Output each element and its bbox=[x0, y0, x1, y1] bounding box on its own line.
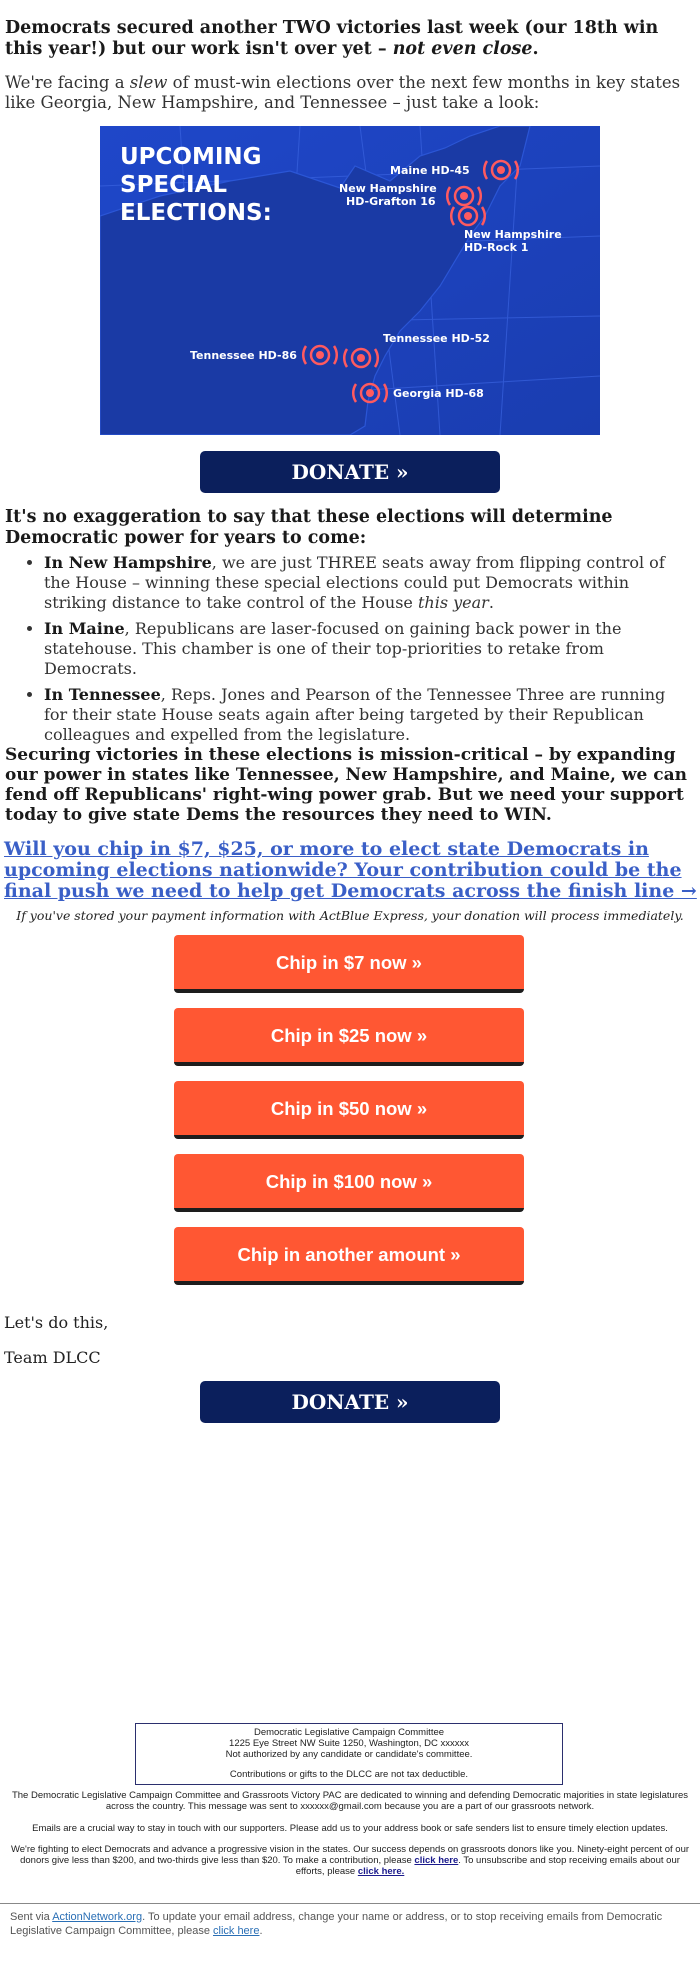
lead-paragraph bbox=[0, 18, 700, 60]
chip-25-button[interactable]: Chip in $25 now » bbox=[174, 1008, 524, 1066]
lead-emphasis: not even close bbox=[392, 39, 533, 59]
lead-end: . bbox=[532, 39, 539, 59]
special-elections-map bbox=[100, 126, 600, 435]
bullet-text: , we are just THREE seats away from flipping control of the House – winning these special elections could put Democrats within striking distance to take control of the House bbox=[44, 553, 665, 612]
update-preferences-link[interactable]: click here bbox=[213, 1925, 260, 1937]
bullet-lead: In New Hampshire bbox=[44, 553, 212, 572]
bullet-lead: In Tennessee bbox=[44, 685, 161, 704]
actionnetwork-link[interactable]: ActionNetwork.org bbox=[52, 1911, 143, 1923]
unsubscribe-link[interactable]: click here. bbox=[357, 1866, 405, 1877]
signoff-line: Let's do this, bbox=[4, 1313, 109, 1332]
sent-text-end: . bbox=[259, 1925, 263, 1937]
sent-text-2: . To update your email address, change your name or address, or to stop receiving emails from Democratic Legislative Campaign Committee, please bbox=[10, 1911, 663, 1937]
footer-donors-note bbox=[0, 1844, 700, 1877]
footer-divider bbox=[0, 1903, 700, 1904]
intro-text-end: of must-win elections over the next few months in key states like Georgia, New Hampshire, and Tennessee – just take a look: bbox=[5, 73, 681, 112]
footer-emails-note: Emails are a crucial way to stay in touch with our supporters. Please add us to your address book or safe senders list to ensure timely election updates. bbox=[32, 1823, 668, 1834]
intro-paragraph bbox=[0, 73, 695, 113]
footer-org: Democratic Legislative Campaign Committee bbox=[253, 1727, 445, 1738]
list-item bbox=[44, 685, 692, 745]
footer-unsub-text: . To unsubscribe and stop receiving emails about our efforts, please bbox=[295, 1855, 680, 1877]
sent-text: Sent via bbox=[10, 1911, 53, 1923]
chip-50-button[interactable]: Chip in $50 now » bbox=[174, 1081, 524, 1139]
chip-in-link[interactable]: Will you chip in $7, $25, or more to elect state Democrats in upcoming elections nationwide? Your contribution could be the final push we need to help get Democrats across the finish line → bbox=[4, 838, 697, 902]
sent-via-note bbox=[10, 1910, 690, 1938]
label-ga-hd68: Georgia HD-68 bbox=[393, 387, 484, 400]
chip-other-button[interactable]: Chip in another amount » bbox=[174, 1227, 524, 1285]
label-maine-hd45: Maine HD-45 bbox=[390, 164, 470, 177]
stakes-list bbox=[0, 553, 692, 751]
map-title-line-2: SPECIAL bbox=[120, 172, 228, 198]
bullet-emphasis: this year bbox=[417, 593, 489, 612]
list-item bbox=[44, 553, 692, 613]
intro-text: We're facing a bbox=[5, 73, 130, 92]
label-tn-hd86: Tennessee HD-86 bbox=[190, 349, 297, 362]
label-nh-1: New Hampshire bbox=[339, 182, 437, 195]
label-nh-rock: HD-Rock 1 bbox=[464, 241, 529, 254]
map-title-line-3: ELECTIONS: bbox=[120, 200, 272, 226]
map-title-line-1: UPCOMING bbox=[120, 144, 262, 170]
footer-authorization: Not authorized by any candidate or candidate's committee. bbox=[225, 1749, 473, 1760]
closing-paragraph: Securing victories in these elections is mission-critical – by expanding our power in states like Tennessee, New Hampshire, and Maine, we can fend off Republicans' right-wing power grab. But we need your support today to give state Dems the resources they need to WIN. bbox=[5, 745, 687, 825]
stakes-heading: It's no exaggeration to say that these elections will determine Democratic power for years to come: bbox=[5, 507, 613, 548]
bullet-tail: . bbox=[488, 593, 494, 612]
chip-100-button[interactable]: Chip in $100 now » bbox=[174, 1154, 524, 1212]
list-item bbox=[44, 619, 692, 679]
signoff-team: Team DLCC bbox=[4, 1348, 101, 1367]
footer-address: 1225 Eye Street NW Suite 1250, Washington, DC xxxxxx bbox=[229, 1738, 469, 1749]
label-nh-2: New Hampshire bbox=[464, 228, 562, 241]
donate-button-top[interactable]: DONATE » bbox=[200, 451, 500, 493]
label-tn-hd52: Tennessee HD-52 bbox=[383, 332, 490, 345]
bullet-text: , Republicans are laser-focused on gaining back power in the statehouse. This chamber is one of their top-priorities to retake from Democrats. bbox=[44, 619, 622, 678]
lead-text: Democrats secured another TWO victories last week (our 18th win this year!) but our work isn't over yet – bbox=[5, 18, 659, 59]
footer-mission: The Democratic Legislative Campaign Committee and Grassroots Victory PAC are dedicated to winning and defending Democratic majorities in state legislatures across the country. This message was sent to xxxxxx@gmail.com because you are a part of our grassroots network. bbox=[11, 1790, 689, 1812]
footer-disclaimer-box bbox=[135, 1723, 563, 1785]
bullet-lead: In Maine bbox=[44, 619, 125, 638]
label-nh-grafton: HD-Grafton 16 bbox=[346, 195, 436, 208]
actblue-express-note: If you've stored your payment information with ActBlue Express, your donation will process immediately. bbox=[16, 908, 684, 923]
intro-emphasis: slew bbox=[129, 73, 168, 92]
chip-7-button[interactable]: Chip in $7 now » bbox=[174, 935, 524, 993]
donate-button-bottom[interactable]: DONATE » bbox=[200, 1381, 500, 1423]
footer-tax-note: Contributions or gifts to the DLCC are not tax deductible. bbox=[229, 1769, 469, 1780]
bullet-text: , Reps. Jones and Pearson of the Tennessee Three are running for their state House seats again after being targeted by their Republican colleagues and expelled from the legislature. bbox=[44, 685, 666, 744]
contribute-link[interactable]: click here bbox=[414, 1855, 459, 1866]
footer-donors-text: We're fighting to elect Democrats and advance a progressive vision in the states. Our success depends on grassroots donors like you. Ninety-eight percent of our donors give less than $200, and two-thirds give less than $20. To make a contribution, please bbox=[10, 1844, 690, 1866]
